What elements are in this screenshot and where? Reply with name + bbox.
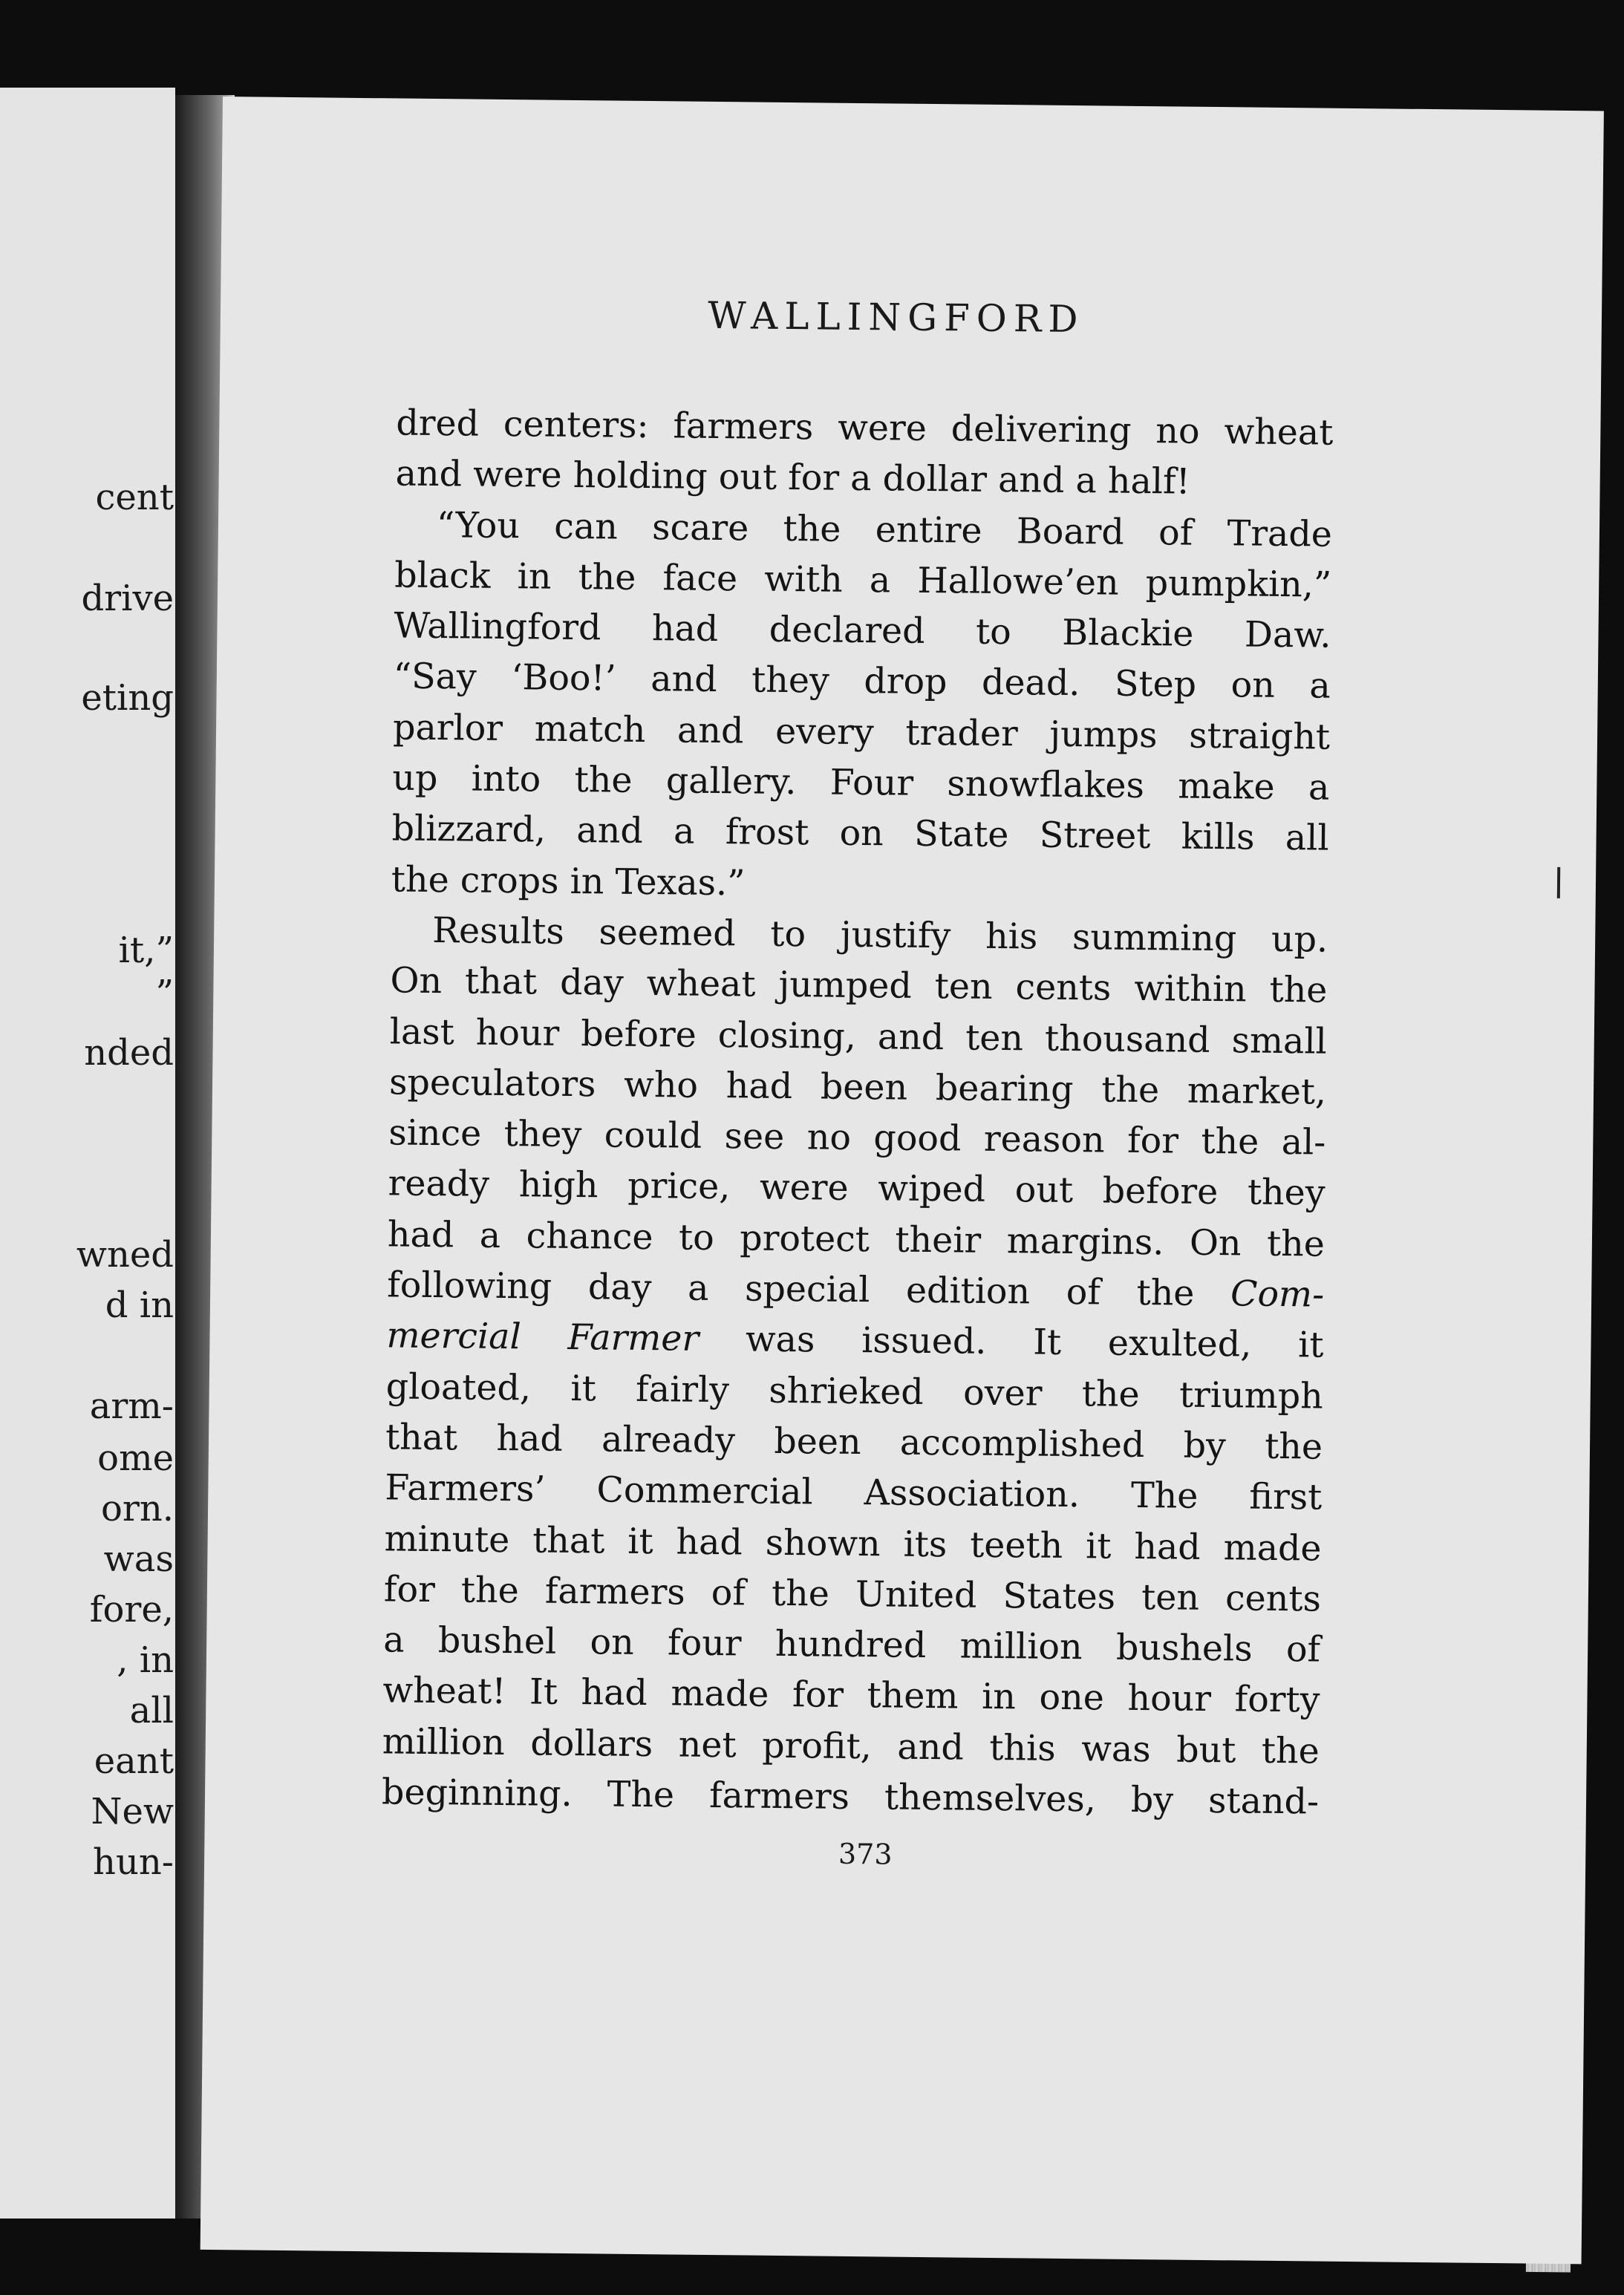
left-fragment: fore, [89,1589,174,1630]
left-fragment: all [129,1690,174,1731]
text-line: since they could see no good reason for the al- [388,1112,1326,1163]
left-fragment: ” [155,973,174,1014]
text-line: parlor match and every trader jumps straight [392,707,1331,758]
text-line: ready high price, were wiped out before they [388,1163,1325,1215]
text-line: up into the gallery. Four snowflakes make a [392,757,1330,809]
left-fragment: nded [84,1032,174,1074]
text-line: Wallingford had declared to Blackie Daw. [394,605,1331,656]
left-fragment: was [103,1538,174,1580]
text-line: On that day wheat jumped ten cents within the [390,960,1328,1011]
text-line: the crops in Texas.” [391,859,746,904]
italic-run: Com- [1230,1273,1325,1316]
italic-run: mercial Farmer [386,1315,700,1360]
margin-mark [1557,867,1560,898]
text-line: for the farmers of the United States ten cents [383,1569,1322,1620]
text-run: following day a special edition of the [386,1264,1195,1314]
text-line: blizzard, and a frost on State Street kills all [391,808,1329,860]
body-text [382,398,1334,1827]
text-line: had a chance to protect their margins. On the [387,1214,1325,1265]
text-line: “You can scare the entire Board of Trade [436,504,1333,555]
left-fragment: orn. [100,1488,174,1530]
left-fragment: wned [76,1234,174,1276]
left-fragment: New [91,1791,174,1832]
text-line: “Say ‘Boo!’ and they drop dead. Step on a [393,656,1331,708]
text-line: gloated, it fairly shrieked over the triumph [385,1366,1324,1417]
previous-page [0,88,175,2219]
text-line: and were holding out for a dollar and a half! [395,453,1190,503]
left-fragment: eting [81,677,174,719]
text-line: wheat! It had made for them in one hour forty [382,1670,1320,1722]
left-fragment: it,” [118,930,174,971]
text-line [386,1311,1324,1372]
running-head: WALLINGFORD [708,293,1085,342]
text-line: black in the face with a Hallowe’en pumpkin,” [394,555,1332,606]
text-line: Farmers’ Commercial Association. The first [385,1467,1323,1518]
text-line: speculators who had been bearing the market, [388,1062,1327,1113]
text-line: million dollars net profit, and this was but the [382,1721,1320,1772]
text-line: Results seemed to justify his summing up. [431,910,1328,961]
left-fragment: ome [97,1437,174,1479]
left-fragment: d in [105,1284,174,1326]
text-line: dred centers: farmers were delivering no wheat [396,402,1334,454]
text-line: that had already been accomplished by the [385,1417,1323,1468]
left-fragment: hun- [93,1841,174,1883]
text-line: minute that it had shown its teeth it had made [384,1518,1322,1570]
text-line: a bushel on four hundred million bushels of [382,1619,1321,1671]
text-run: was issued. It exulted, it [745,1319,1324,1366]
page-number: 373 [838,1837,893,1871]
left-fragment: cent [95,477,174,518]
current-page [200,97,1604,2264]
text-line: last hour before closing, and ten thousand small [389,1011,1328,1062]
left-fragment: , in [117,1639,174,1681]
left-fragment: arm- [89,1385,174,1427]
left-fragment: eant [94,1740,174,1782]
text-line: beginning. The farmers themselves, by stand- [381,1772,1320,1823]
left-fragment: drive [81,578,174,619]
